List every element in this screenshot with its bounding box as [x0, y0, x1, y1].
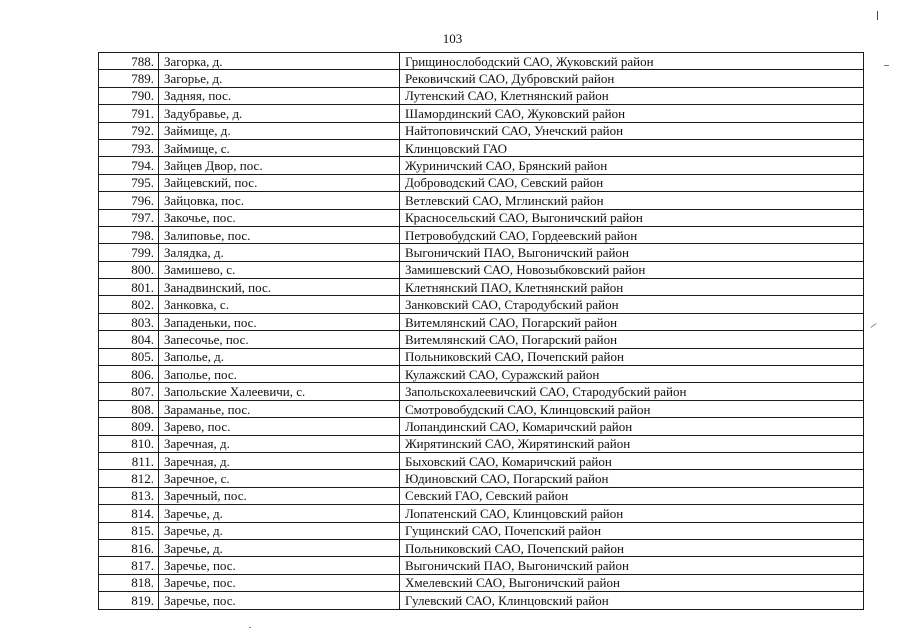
row-number-cell: 800. — [99, 261, 159, 278]
administration-cell: Смотровобудский САО, Клинцовский район — [400, 400, 864, 417]
row-number-cell: 813. — [99, 487, 159, 504]
table-row — [99, 418, 864, 435]
settlement-name-cell: Заречная, д. — [159, 435, 400, 452]
administration-cell: Польниковский САО, Почепский район — [400, 539, 864, 556]
administration-cell: Витемлянский САО, Погарский район — [400, 331, 864, 348]
table-row — [99, 53, 864, 70]
row-number-cell: 795. — [99, 174, 159, 191]
administration-cell: Кулажский САО, Суражский район — [400, 366, 864, 383]
row-number-cell: 801. — [99, 279, 159, 296]
settlement-name-cell: Загорье, д. — [159, 70, 400, 87]
settlement-name-cell: Заречное, с. — [159, 470, 400, 487]
settlement-name-cell: Залядка, д. — [159, 244, 400, 261]
row-number-cell: 803. — [99, 313, 159, 330]
table-row — [99, 122, 864, 139]
table-row — [99, 244, 864, 261]
row-number-cell: 816. — [99, 539, 159, 556]
administration-cell: Замишевский САО, Новозыбковский район — [400, 261, 864, 278]
table-row — [99, 366, 864, 383]
settlement-name-cell: Заполье, пос. — [159, 366, 400, 383]
settlement-name-cell: Заречье, д. — [159, 539, 400, 556]
administration-cell: Гулевский САО, Клинцовский район — [400, 592, 864, 609]
table-row — [99, 279, 864, 296]
administration-cell: Выгоничский ПАО, Выгоничский район — [400, 244, 864, 261]
settlement-name-cell: Заречье, пос. — [159, 557, 400, 574]
page-number: 103 — [442, 31, 463, 46]
settlement-name-cell: Заречный, пос. — [159, 487, 400, 504]
settlement-name-cell: Западеньки, пос. — [159, 313, 400, 330]
row-number-cell: 799. — [99, 244, 159, 261]
row-number-cell: 789. — [99, 70, 159, 87]
table-row — [99, 383, 864, 400]
table-row — [99, 400, 864, 417]
settlement-name-cell: Зараманье, пос. — [159, 400, 400, 417]
table-row — [99, 209, 864, 226]
administration-cell: Ветлевский САО, Мглинский район — [400, 192, 864, 209]
row-number-cell: 798. — [99, 226, 159, 243]
row-number-cell: 814. — [99, 505, 159, 522]
row-number-cell: 819. — [99, 592, 159, 609]
administration-cell: Юдиновский САО, Погарский район — [400, 470, 864, 487]
settlement-name-cell: Занковка, с. — [159, 296, 400, 313]
table-row — [99, 592, 864, 609]
table-row — [99, 296, 864, 313]
row-number-cell: 811. — [99, 452, 159, 469]
settlement-name-cell: Займище, с. — [159, 139, 400, 156]
row-number-cell: 802. — [99, 296, 159, 313]
table-row — [99, 557, 864, 574]
row-number-cell: 808. — [99, 400, 159, 417]
settlement-name-cell: Заречье, пос. — [159, 574, 400, 591]
table-row — [99, 192, 864, 209]
settlement-name-cell: Заречье, пос. — [159, 592, 400, 609]
row-number-cell: 805. — [99, 348, 159, 365]
row-number-cell: 804. — [99, 331, 159, 348]
row-number-cell: 810. — [99, 435, 159, 452]
settlements-table — [98, 52, 864, 610]
administration-cell: Лопандинский САО, Комаричский район — [400, 418, 864, 435]
settlement-name-cell: Заречная, д. — [159, 452, 400, 469]
settlements-table-body — [99, 53, 864, 610]
table-row — [99, 139, 864, 156]
row-number-cell: 791. — [99, 105, 159, 122]
row-number-cell: 788. — [99, 53, 159, 70]
settlement-name-cell: Занадвинский, пос. — [159, 279, 400, 296]
scan-artifact-mark — [870, 323, 876, 328]
administration-cell: Выгоничский ПАО, Выгоничский район — [400, 557, 864, 574]
administration-cell: Красносельский САО, Выгоничский район — [400, 209, 864, 226]
administration-cell: Запольскохалеевичский САО, Стародубский район — [400, 383, 864, 400]
row-number-cell: 794. — [99, 157, 159, 174]
scan-artifact-mark — [249, 627, 251, 628]
administration-cell: Польниковский САО, Почепский район — [400, 348, 864, 365]
row-number-cell: 815. — [99, 522, 159, 539]
administration-cell: Гущинский САО, Почепский район — [400, 522, 864, 539]
settlement-name-cell: Заречье, д. — [159, 522, 400, 539]
settlement-name-cell: Заречье, д. — [159, 505, 400, 522]
row-number-cell: 796. — [99, 192, 159, 209]
administration-cell: Занковский САО, Стародубский район — [400, 296, 864, 313]
row-number-cell: 797. — [99, 209, 159, 226]
row-number-cell: 818. — [99, 574, 159, 591]
administration-cell: Лутенский САО, Клетнянский район — [400, 87, 864, 104]
row-number-cell: 790. — [99, 87, 159, 104]
table-row — [99, 452, 864, 469]
administration-cell: Рековичский САО, Дубровский район — [400, 70, 864, 87]
table-row — [99, 470, 864, 487]
settlement-name-cell: Зарево, пос. — [159, 418, 400, 435]
settlement-name-cell: Зайцевский, пос. — [159, 174, 400, 191]
administration-cell: Витемлянский САО, Погарский район — [400, 313, 864, 330]
scan-artifact-mark — [884, 65, 889, 66]
table-row — [99, 105, 864, 122]
scan-artifact-mark — [877, 11, 878, 20]
settlement-name-cell: Залиповье, пос. — [159, 226, 400, 243]
table-row — [99, 226, 864, 243]
administration-cell: Клинцовский ГАО — [400, 139, 864, 156]
table-row — [99, 174, 864, 191]
settlement-name-cell: Закочье, пос. — [159, 209, 400, 226]
administration-cell: Шамординский САО, Жуковский район — [400, 105, 864, 122]
administration-cell: Жирятинский САО, Жирятинский район — [400, 435, 864, 452]
row-number-cell: 793. — [99, 139, 159, 156]
administration-cell: Клетнянский ПАО, Клетнянский район — [400, 279, 864, 296]
table-row — [99, 157, 864, 174]
administration-cell: Хмелевский САО, Выгоничский район — [400, 574, 864, 591]
row-number-cell: 792. — [99, 122, 159, 139]
table-row — [99, 522, 864, 539]
table-row — [99, 87, 864, 104]
settlement-name-cell: Заполье, д. — [159, 348, 400, 365]
administration-cell: Лопатенский САО, Клинцовский район — [400, 505, 864, 522]
administration-cell: Петровобудский САО, Гордеевский район — [400, 226, 864, 243]
settlement-name-cell: Запольские Халеевичи, с. — [159, 383, 400, 400]
table-row — [99, 331, 864, 348]
table-row — [99, 70, 864, 87]
administration-cell: Быховский САО, Комаричский район — [400, 452, 864, 469]
row-number-cell: 809. — [99, 418, 159, 435]
row-number-cell: 807. — [99, 383, 159, 400]
table-row — [99, 505, 864, 522]
administration-cell: Грищинослободский САО, Жуковский район — [400, 53, 864, 70]
table-row — [99, 574, 864, 591]
table-row — [99, 313, 864, 330]
settlement-name-cell: Замишево, с. — [159, 261, 400, 278]
settlement-name-cell: Задубравье, д. — [159, 105, 400, 122]
settlement-name-cell: Зайцев Двор, пос. — [159, 157, 400, 174]
table-row — [99, 348, 864, 365]
settlement-name-cell: Запесочье, пос. — [159, 331, 400, 348]
row-number-cell: 806. — [99, 366, 159, 383]
table-row — [99, 539, 864, 556]
table-row — [99, 487, 864, 504]
administration-cell: Журиничский САО, Брянский район — [400, 157, 864, 174]
settlement-name-cell: Займище, д. — [159, 122, 400, 139]
row-number-cell: 817. — [99, 557, 159, 574]
table-row — [99, 435, 864, 452]
table-row — [99, 261, 864, 278]
administration-cell: Найтоповичский САО, Унечский район — [400, 122, 864, 139]
settlement-name-cell: Задняя, пос. — [159, 87, 400, 104]
settlement-name-cell: Загорка, д. — [159, 53, 400, 70]
row-number-cell: 812. — [99, 470, 159, 487]
administration-cell: Севский ГАО, Севский район — [400, 487, 864, 504]
administration-cell: Доброводский САО, Севский район — [400, 174, 864, 191]
settlement-name-cell: Зайцовка, пос. — [159, 192, 400, 209]
